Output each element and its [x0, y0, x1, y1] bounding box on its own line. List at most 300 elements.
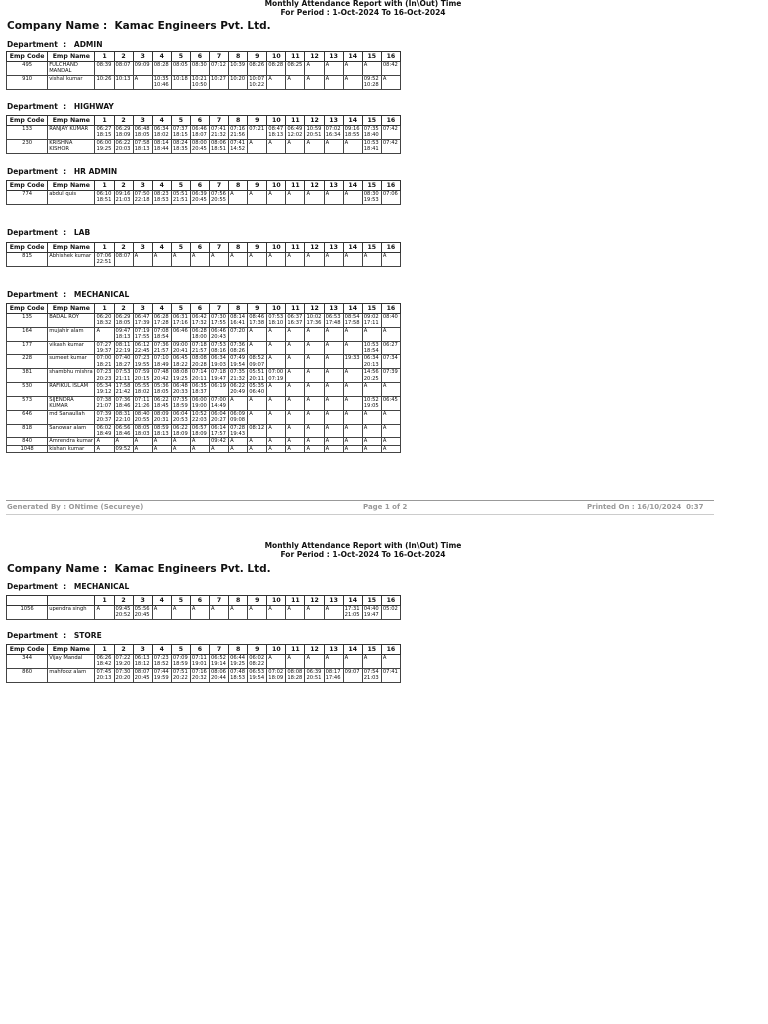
- day-time-cell: A: [152, 438, 171, 445]
- day-time-cell: 07:41 14:52: [229, 139, 248, 153]
- day-time-cell: A: [305, 606, 324, 620]
- day-time-cell: 08:40 20:55: [133, 410, 152, 424]
- table-header-row: [7, 645, 401, 655]
- day-time-cell: A: [324, 191, 343, 205]
- day-time-cell: A: [248, 606, 267, 620]
- day-time-cell: A: [210, 253, 229, 267]
- emp-code-cell: 530: [7, 383, 48, 397]
- emp-code-header: Emp Code: [7, 181, 48, 191]
- day-time-cell: 05:34 19:12: [95, 383, 114, 397]
- table-row: [7, 668, 401, 682]
- day-time-cell: 07:18 19:47: [210, 369, 229, 383]
- day-time-cell: 07:02 18:09: [267, 668, 286, 682]
- day-time-cell: A: [286, 327, 305, 341]
- day-header: 3: [133, 116, 152, 126]
- day-time-cell: 08:08 19:25: [171, 369, 190, 383]
- emp-name-header: Emp Name: [48, 645, 95, 655]
- day-header: 15: [362, 52, 381, 62]
- day-header: 10: [267, 596, 286, 606]
- emp-name-cell: FULCHAND MANDAL: [48, 62, 95, 76]
- day-time-cell: A: [381, 438, 400, 445]
- day-time-cell: 10:59 20:51: [305, 126, 324, 140]
- day-time-cell: 08:28: [152, 62, 171, 76]
- day-time-cell: A: [362, 655, 381, 669]
- emp-name-cell: abdul quis: [48, 191, 95, 205]
- day-header: 5: [171, 596, 190, 606]
- day-time-cell: A: [229, 438, 248, 445]
- day-header: 8: [229, 596, 248, 606]
- day-time-cell: 06:45: [381, 396, 400, 410]
- day-time-cell: A: [286, 424, 305, 438]
- day-time-cell: 07:53 18:10: [267, 314, 286, 328]
- day-header: 5: [171, 243, 190, 253]
- day-time-cell: A: [267, 438, 286, 445]
- day-time-cell: 09:52: [114, 445, 133, 452]
- emp-code-header: Emp Code: [7, 304, 48, 314]
- day-time-cell: A: [343, 410, 362, 424]
- day-time-cell: A: [324, 341, 343, 355]
- day-time-cell: 08:42: [381, 62, 400, 76]
- day-time-cell: 06:12 22:45: [133, 341, 152, 355]
- day-time-cell: A: [381, 75, 400, 89]
- day-time-cell: 05:55 18:02: [133, 383, 152, 397]
- table-row: [7, 126, 401, 140]
- day-time-cell: 06:02 18:49: [95, 424, 114, 438]
- day-time-cell: A: [248, 341, 267, 355]
- day-time-cell: 07:39 20:37: [95, 410, 114, 424]
- day-header: 10: [267, 243, 286, 253]
- day-header: 6: [190, 116, 209, 126]
- day-time-cell: 07:36 21:57: [152, 341, 171, 355]
- day-time-cell: 06:28 18:00: [190, 327, 209, 341]
- day-time-cell: 08:30 19:53: [362, 191, 381, 205]
- emp-code-cell: 344: [7, 655, 48, 669]
- day-header: 9: [248, 596, 267, 606]
- day-header: 7: [210, 243, 229, 253]
- day-time-cell: 06:48 20:33: [171, 383, 190, 397]
- day-time-cell: A: [324, 424, 343, 438]
- day-time-cell: 07:30 17:55: [210, 314, 229, 328]
- emp-name-cell: kishan kumar: [48, 445, 95, 452]
- day-header: 8: [229, 116, 248, 126]
- emp-code-cell: 228: [7, 355, 48, 369]
- page-number: Page 1 of 2: [363, 503, 408, 511]
- company-name: Company Name : Kamac Engineers Pvt. Ltd.: [7, 20, 271, 32]
- attendance-table: [6, 115, 401, 154]
- day-time-cell: 08:14 16:41: [229, 314, 248, 328]
- day-time-cell: A: [324, 327, 343, 341]
- day-time-cell: 06:09 09:08: [229, 410, 248, 424]
- day-time-cell: A: [362, 445, 381, 452]
- day-header: 15: [362, 596, 381, 606]
- day-time-cell: A: [95, 327, 114, 341]
- emp-name-cell: md Sanaullah: [48, 410, 95, 424]
- day-header: 12: [305, 52, 324, 62]
- day-time-cell: A: [286, 139, 305, 153]
- day-header: 9: [248, 304, 267, 314]
- emp-code-header: Emp Code: [7, 52, 48, 62]
- emp-name-header: Emp Name: [48, 304, 95, 314]
- day-time-cell: 08:05 18:03: [133, 424, 152, 438]
- day-header: 13: [324, 116, 343, 126]
- day-time-cell: 08:26: [248, 62, 267, 76]
- day-time-cell: A: [133, 75, 152, 89]
- day-time-cell: 07:58 18:13: [133, 139, 152, 153]
- emp-name-cell: RAFIKUL ISLAM: [48, 383, 95, 397]
- day-time-cell: 09:09: [133, 62, 152, 76]
- report-page-2: [0, 542, 768, 722]
- day-time-cell: 06:27: [381, 341, 400, 355]
- day-time-cell: 05:36 18:05: [152, 383, 171, 397]
- day-time-cell: 06:19: [210, 383, 229, 397]
- day-time-cell: 07:48 18:53: [229, 668, 248, 682]
- department-label: Department : STORE: [7, 631, 102, 640]
- day-time-cell: 07:35 21:32: [229, 369, 248, 383]
- day-time-cell: A: [286, 396, 305, 410]
- day-time-cell: A: [248, 327, 267, 341]
- day-time-cell: A: [286, 341, 305, 355]
- day-time-cell: 07:59 20:15: [133, 369, 152, 383]
- day-time-cell: 04:40 19:47: [362, 606, 381, 620]
- day-time-cell: A: [286, 383, 305, 397]
- day-time-cell: A: [190, 253, 209, 267]
- table-row: [7, 396, 401, 410]
- day-time-cell: A: [171, 606, 190, 620]
- day-time-cell: 08:46 17:38: [248, 314, 267, 328]
- emp-name-cell: SIJENDRA KUMAR: [48, 396, 95, 410]
- day-time-cell: 07:49 19:54: [229, 355, 248, 369]
- emp-name-cell: Vijay Mandal: [48, 655, 95, 669]
- attendance-table: [6, 242, 401, 267]
- attendance-table: [6, 51, 401, 90]
- day-time-cell: 10:20: [229, 75, 248, 89]
- day-header: 4: [152, 645, 171, 655]
- day-time-cell: 08:11 22:19: [114, 341, 133, 355]
- day-header: 14: [343, 596, 362, 606]
- emp-code-cell: 164: [7, 327, 48, 341]
- table-row: [7, 438, 401, 445]
- day-header: 4: [152, 243, 171, 253]
- day-header: 2: [114, 645, 133, 655]
- day-time-cell: 07:23 18:52: [152, 655, 171, 669]
- day-time-cell: 10:18: [171, 75, 190, 89]
- day-time-cell: A: [248, 396, 267, 410]
- day-header: 1: [95, 645, 114, 655]
- day-header: 1: [95, 181, 114, 191]
- day-time-cell: 07:08 18:54: [152, 327, 171, 341]
- day-time-cell: 06:27 18:15: [95, 126, 114, 140]
- day-time-cell: 07:12: [210, 62, 229, 76]
- table-row: [7, 341, 401, 355]
- day-time-cell: A: [286, 75, 305, 89]
- day-time-cell: 09:07: [343, 668, 362, 682]
- day-time-cell: A: [324, 438, 343, 445]
- day-header: 5: [171, 116, 190, 126]
- day-time-cell: 07:27 19:37: [95, 341, 114, 355]
- day-time-cell: 06:28 17:28: [152, 314, 171, 328]
- day-header: 7: [210, 596, 229, 606]
- day-header: 8: [229, 181, 248, 191]
- day-time-cell: 07:11 19:01: [190, 655, 209, 669]
- day-time-cell: 08:00 20:45: [190, 139, 209, 153]
- day-time-cell: 07:42: [381, 126, 400, 140]
- day-time-cell: A: [190, 438, 209, 445]
- report-title: [0, 0, 726, 17]
- day-header: 16: [381, 645, 400, 655]
- day-time-cell: 06:29 18:09: [114, 126, 133, 140]
- day-time-cell: 07:36 08:26: [229, 341, 248, 355]
- department-label: Department : HIGHWAY: [7, 102, 114, 111]
- emp-code-cell: 573: [7, 396, 48, 410]
- day-time-cell: A: [305, 445, 324, 452]
- day-time-cell: A: [229, 445, 248, 452]
- day-time-cell: A: [362, 383, 381, 397]
- department-label: Department : MECHANICAL: [7, 582, 130, 591]
- day-time-cell: 05:35 06:40: [248, 383, 267, 397]
- day-time-cell: 06:52 19:14: [210, 655, 229, 669]
- emp-code-header: Emp Code: [7, 243, 48, 253]
- day-time-cell: A: [286, 369, 305, 383]
- table-row: [7, 355, 401, 369]
- day-time-cell: 06:04 20:27: [210, 410, 229, 424]
- day-time-cell: A: [210, 606, 229, 620]
- day-time-cell: 05:51 20:11: [248, 369, 267, 383]
- day-time-cell: A: [343, 438, 362, 445]
- day-time-cell: A: [324, 62, 343, 76]
- day-time-cell: 08:08 20:28: [190, 355, 209, 369]
- day-time-cell: 08:31 22:10: [114, 410, 133, 424]
- emp-name-cell: Amrendra kumar: [49, 438, 94, 445]
- day-time-cell: 07:30 20:20: [114, 668, 133, 682]
- day-time-cell: 07:56 20:55: [210, 191, 229, 205]
- day-time-cell: 06:48 18:05: [133, 126, 152, 140]
- day-header: 1: [95, 304, 114, 314]
- emp-name-cell: KRISHNA KISHOR: [48, 139, 95, 153]
- day-time-cell: 06:34 20:13: [362, 355, 381, 369]
- day-time-cell: 07:14 20:11: [190, 369, 209, 383]
- day-header: 10: [267, 116, 286, 126]
- day-time-cell: 08:30: [190, 62, 209, 76]
- day-header: 4: [152, 596, 171, 606]
- day-time-cell: 07:10 18:49: [152, 355, 171, 369]
- table-row: [7, 445, 401, 452]
- day-header: 11: [286, 596, 305, 606]
- day-time-cell: A: [381, 410, 400, 424]
- day-time-cell: 17:58 21:42: [114, 383, 133, 397]
- day-header: 5: [171, 304, 190, 314]
- day-time-cell: 06:57 18:09: [190, 424, 209, 438]
- day-header: 4: [152, 181, 171, 191]
- day-time-cell: 09:02 17:11: [362, 314, 381, 328]
- day-time-cell: 09:16 21:03: [114, 191, 133, 205]
- table-header-row: [7, 52, 401, 62]
- day-time-cell: A: [324, 369, 343, 383]
- day-header: 5: [171, 645, 190, 655]
- emp-code-cell: 135: [7, 314, 48, 328]
- day-time-cell: A: [267, 191, 286, 205]
- day-time-cell: 05:56 20:45: [133, 606, 152, 620]
- day-header: 5: [171, 52, 190, 62]
- day-time-cell: A: [343, 253, 362, 267]
- day-time-cell: 06:53 17:48: [324, 314, 343, 328]
- day-time-cell: A: [343, 383, 362, 397]
- day-header: 16: [381, 596, 400, 606]
- day-time-cell: A: [267, 139, 286, 153]
- day-time-cell: 08:08 18:28: [286, 668, 305, 682]
- attendance-table: [6, 644, 401, 683]
- emp-code-cell: 177: [7, 341, 48, 355]
- emp-code-cell: 818: [7, 424, 48, 438]
- emp-name-header: Emp Name: [48, 116, 95, 126]
- table-row: [7, 253, 401, 267]
- day-time-cell: A: [324, 410, 343, 424]
- day-header: 8: [229, 304, 248, 314]
- day-time-cell: A: [362, 424, 381, 438]
- day-header: 1: [95, 596, 114, 606]
- emp-code-cell: 495: [7, 62, 48, 76]
- day-header: 9: [248, 645, 267, 655]
- day-time-cell: 10:02 17:36: [305, 314, 324, 328]
- day-header: 13: [324, 243, 343, 253]
- day-header: 3: [133, 645, 152, 655]
- day-time-cell: A: [324, 396, 343, 410]
- day-time-cell: 06:37 16:37: [286, 314, 305, 328]
- day-time-cell: 08:25: [286, 62, 305, 76]
- day-time-cell: 17:31 21:05: [343, 606, 362, 620]
- day-time-cell: 10:35 10:46: [152, 75, 171, 89]
- day-time-cell: A: [267, 355, 286, 369]
- day-time-cell: A: [324, 253, 343, 267]
- table-row: [7, 424, 401, 438]
- day-time-cell: A: [362, 62, 381, 76]
- day-header: 12: [305, 304, 324, 314]
- day-time-cell: A: [152, 606, 171, 620]
- department-label: Department : ADMIN: [7, 40, 103, 49]
- emp-name-header: Emp Name: [48, 243, 95, 253]
- day-time-cell: A: [267, 341, 286, 355]
- emp-name-cell: Abhishek kumar: [48, 253, 95, 267]
- day-time-cell: 09:52 10:28: [362, 75, 381, 89]
- table-header-row: [7, 304, 401, 314]
- day-header: 1: [95, 52, 114, 62]
- day-time-cell: A: [267, 655, 286, 669]
- attendance-table: [6, 595, 401, 620]
- emp-name-cell: sumeet kumar: [48, 355, 95, 369]
- day-time-cell: A: [362, 410, 381, 424]
- day-time-cell: 07:28 19:43: [229, 424, 248, 438]
- day-time-cell: 07:18 21:57: [190, 341, 209, 355]
- day-time-cell: 19:33: [343, 355, 362, 369]
- day-time-cell: A: [229, 606, 248, 620]
- emp-name-header: [48, 596, 95, 606]
- day-time-cell: 06:22 20:03: [114, 139, 133, 153]
- day-header: 2: [114, 596, 133, 606]
- day-time-cell: 06:49 12:02: [286, 126, 305, 140]
- day-header: 4: [152, 116, 171, 126]
- day-header: 15: [362, 243, 381, 253]
- emp-name-cell: vikash kumar: [48, 341, 95, 355]
- day-header: 2: [114, 243, 133, 253]
- day-time-cell: A: [305, 369, 324, 383]
- day-time-cell: 07:34: [381, 355, 400, 369]
- footer-divider: [6, 500, 714, 501]
- day-time-cell: A: [343, 445, 362, 452]
- day-time-cell: A: [305, 62, 324, 76]
- day-header: 12: [305, 116, 324, 126]
- day-time-cell: 06:35 18:37: [190, 383, 209, 397]
- day-time-cell: A: [152, 253, 171, 267]
- day-time-cell: 07:00 07:19: [267, 369, 286, 383]
- day-header: 11: [286, 181, 305, 191]
- day-time-cell: A: [248, 253, 267, 267]
- day-time-cell: 10:21 10:50: [190, 75, 209, 89]
- day-time-cell: A: [381, 327, 400, 341]
- day-time-cell: 07:53 21:11: [114, 369, 133, 383]
- day-header: 9: [248, 52, 267, 62]
- day-header: 3: [133, 304, 152, 314]
- day-time-cell: 08:52 09:07: [248, 355, 267, 369]
- day-header: 15: [362, 304, 381, 314]
- day-time-cell: 06:02 08:22: [248, 655, 267, 669]
- day-time-cell: A: [343, 139, 362, 153]
- day-header: 14: [343, 243, 362, 253]
- day-time-cell: A: [248, 139, 267, 153]
- day-header: 14: [343, 645, 362, 655]
- day-time-cell: 06:56 18:46: [114, 424, 133, 438]
- emp-name-cell: upendra singh: [48, 606, 95, 620]
- day-time-cell: 07:11 21:26: [133, 396, 152, 410]
- day-time-cell: A: [267, 424, 286, 438]
- day-time-cell: 07:00 14:49: [210, 396, 229, 410]
- report-period-line: For Period : 1-Oct-2024 To 16-Oct-2024: [280, 7, 446, 17]
- department-label: Department : HR ADMIN: [7, 167, 118, 176]
- day-time-cell: A: [133, 253, 152, 267]
- day-time-cell: 06:14 17:57: [210, 424, 229, 438]
- day-time-cell: 06:44 19:25: [229, 655, 248, 669]
- day-header: 14: [343, 181, 362, 191]
- day-time-cell: 07:21: [248, 126, 267, 140]
- day-time-cell: 07:20: [229, 327, 248, 341]
- day-time-cell: 08:09 20:31: [152, 410, 171, 424]
- day-header: 6: [190, 52, 209, 62]
- day-time-cell: A: [305, 139, 324, 153]
- day-header: 10: [267, 645, 286, 655]
- day-time-cell: A: [286, 606, 305, 620]
- day-time-cell: 06:39 20:45: [190, 191, 209, 205]
- day-time-cell: 08:47 18:13: [267, 126, 286, 140]
- table-row: [7, 75, 401, 89]
- day-time-cell: 07:39: [381, 369, 400, 383]
- day-time-cell: 07:22 19:20: [114, 655, 133, 669]
- day-header: 10: [267, 304, 286, 314]
- day-time-cell: A: [248, 438, 267, 445]
- emp-name-cell: RANJAY KUMAR: [48, 126, 95, 140]
- day-time-cell: A: [381, 383, 400, 397]
- day-time-cell: 06:34 19:03: [210, 355, 229, 369]
- day-header: 6: [190, 645, 209, 655]
- day-time-cell: A: [362, 327, 381, 341]
- day-time-cell: A: [305, 75, 324, 89]
- company-name: Company Name : Kamac Engineers Pvt. Ltd.: [7, 563, 271, 575]
- day-time-cell: A: [286, 655, 305, 669]
- day-time-cell: 07:16 20:32: [190, 668, 209, 682]
- day-time-cell: A: [305, 341, 324, 355]
- generated-by: Generated By : ONtime (Secureye): [7, 503, 144, 511]
- day-header: 4: [152, 304, 171, 314]
- day-time-cell: 05:51 21:51: [171, 191, 190, 205]
- day-time-cell: A: [267, 410, 286, 424]
- day-time-cell: 06:34 18:02: [152, 126, 171, 140]
